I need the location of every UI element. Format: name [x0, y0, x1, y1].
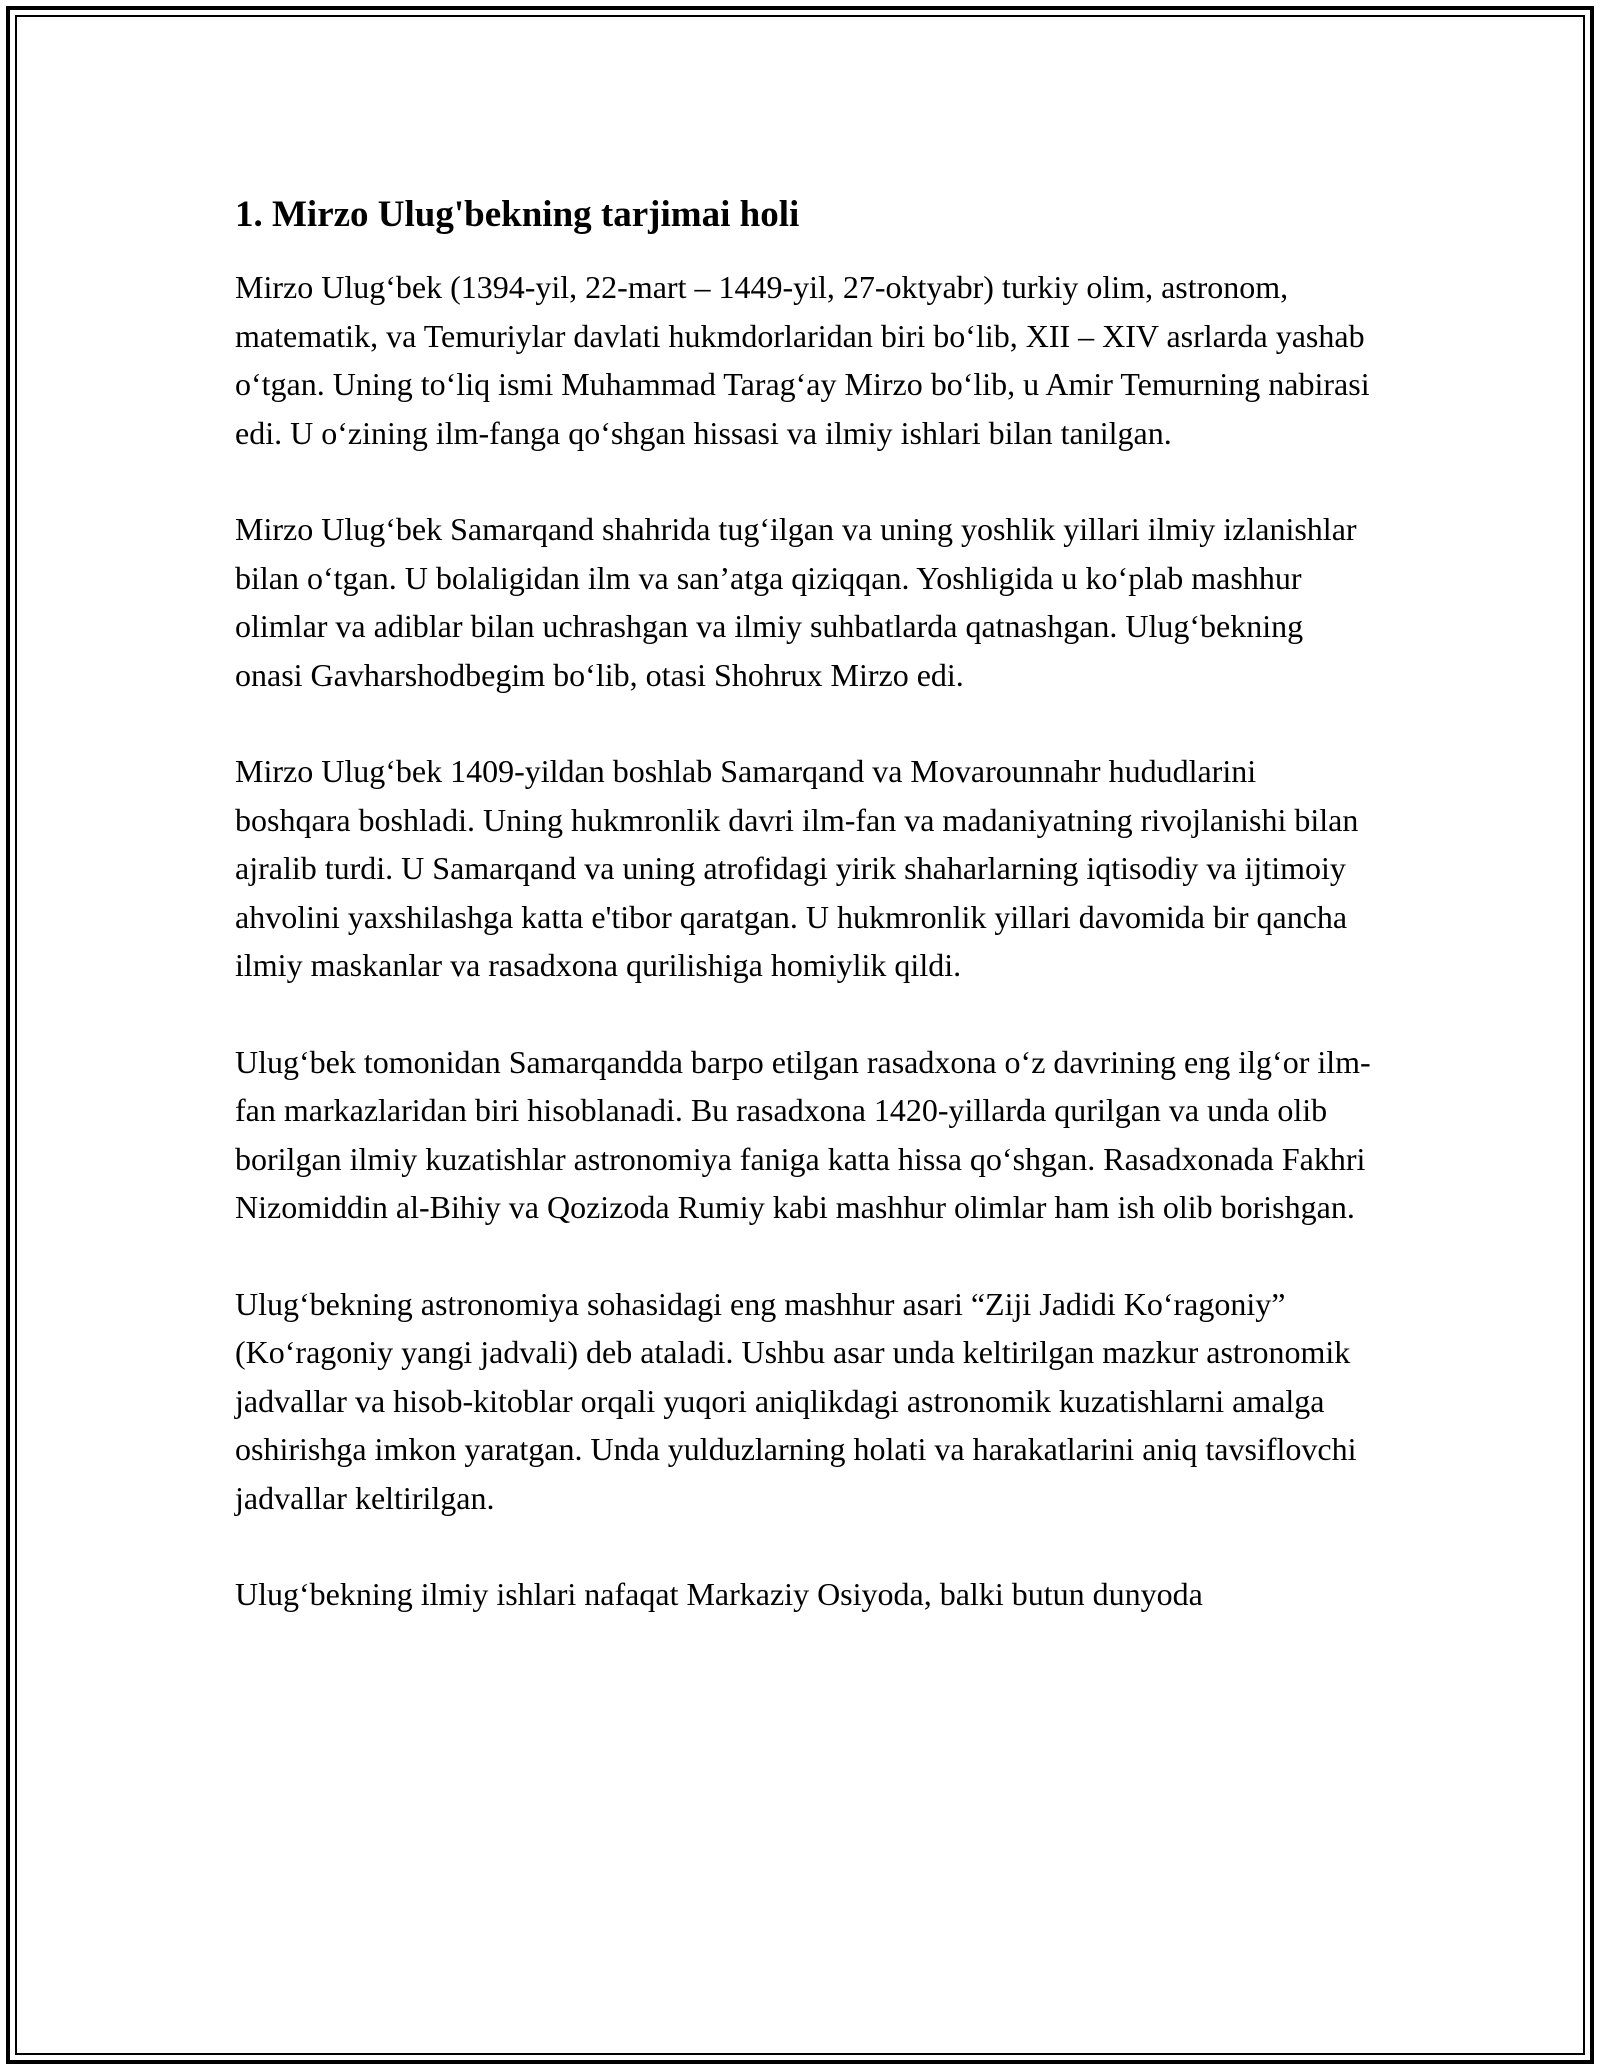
document-title: 1. Mirzo Ulug'bekning tarjimai holi [235, 194, 800, 235]
paragraph-legacy: Ulug‘bekning ilmiy ishlari nafaqat Markaziy Osiyoda, balki butun dunyoda [235, 1576, 1203, 1612]
paragraph-zij: Ulug‘bekning astronomiya sohasidagi eng mashhur asari “Ziji Jadidi Ko‘ragoniy” (Ko‘ragoniy yangi jadvali) deb ataladi. Ushbu asar unda keltirilgan mazkur astronomik jadvallar va hisob-kitoblar orqali yuqori aniqlikdagi astronomik kuzatishlarni amalga oshirishga imkon yaratgan. Unda yulduzlarning holati va harakatlarini aniq tavsiflovchi jadvallar keltirilgan. [235, 1285, 1357, 1516]
paragraph-biography-intro: Mirzo Ulug‘bek (1394-yil, 22-mart – 1449-yil, 27-oktyabr) turkiy olim, astronom, matematik, va Temuriylar davlati hukmdorlaridan biri bo‘lib, XII – XIV asrlarda yashab o‘tgan. Uning to‘liq ismi Muhammad Tarag‘ay Mirzo bo‘lib, u Amir Temurning nabirasi edi. U o‘zining ilm-fanga qo‘shgan hissasi va ilmiy ishlari bilan tanilgan. [235, 269, 1370, 451]
document-body [235, 185, 1375, 1667]
paragraph-observatory: Ulug‘bek tomonidan Samarqandda barpo etilgan rasadxona o‘z davrining eng ilg‘or ilm-fan markazlaridan biri hisoblanadi. Bu rasadxona 1420-yillarda qurilgan va unda olib borilgan ilmiy kuzatishlar astronomiya faniga katta hissa qo‘shgan. Rasadxonada Fakhri Nizomiddin al-Bihiy va Qozizoda Rumiy kabi mashhur olimlar ham ish olib borishgan. [235, 1043, 1371, 1225]
paragraph-early-life: Mirzo Ulug‘bek Samarqand shahrida tug‘ilgan va uning yoshlik yillari ilmiy izlanishlar bilan o‘tgan. U bolaligidan ilm va san’atga qiziqqan. Yoshligida u ko‘plab mashhur olimlar va adiblar bilan uchrashgan va ilmiy suhbatlarda qatnashgan. Ulug‘bekning onasi Gavharshodbegim bo‘lib, otasi Shohrux Mirzo edi. [235, 511, 1357, 693]
paragraph-reign: Mirzo Ulug‘bek 1409-yildan boshlab Samarqand va Movarounnahr hududlarini boshqara boshladi. Uning hukmronlik davri ilm-fan va madaniyatning rivojlanishi bilan ajralib turdi. U Samarqand va uning atrofidagi yirik shaharlarning iqtisodiy va ijtimoiy ahvolini yaxshilashga katta e'tibor qaratgan. U hukmronlik yillari davomida bir qancha ilmiy maskanlar va rasadxona qurilishiga homiylik qildi. [235, 753, 1359, 983]
